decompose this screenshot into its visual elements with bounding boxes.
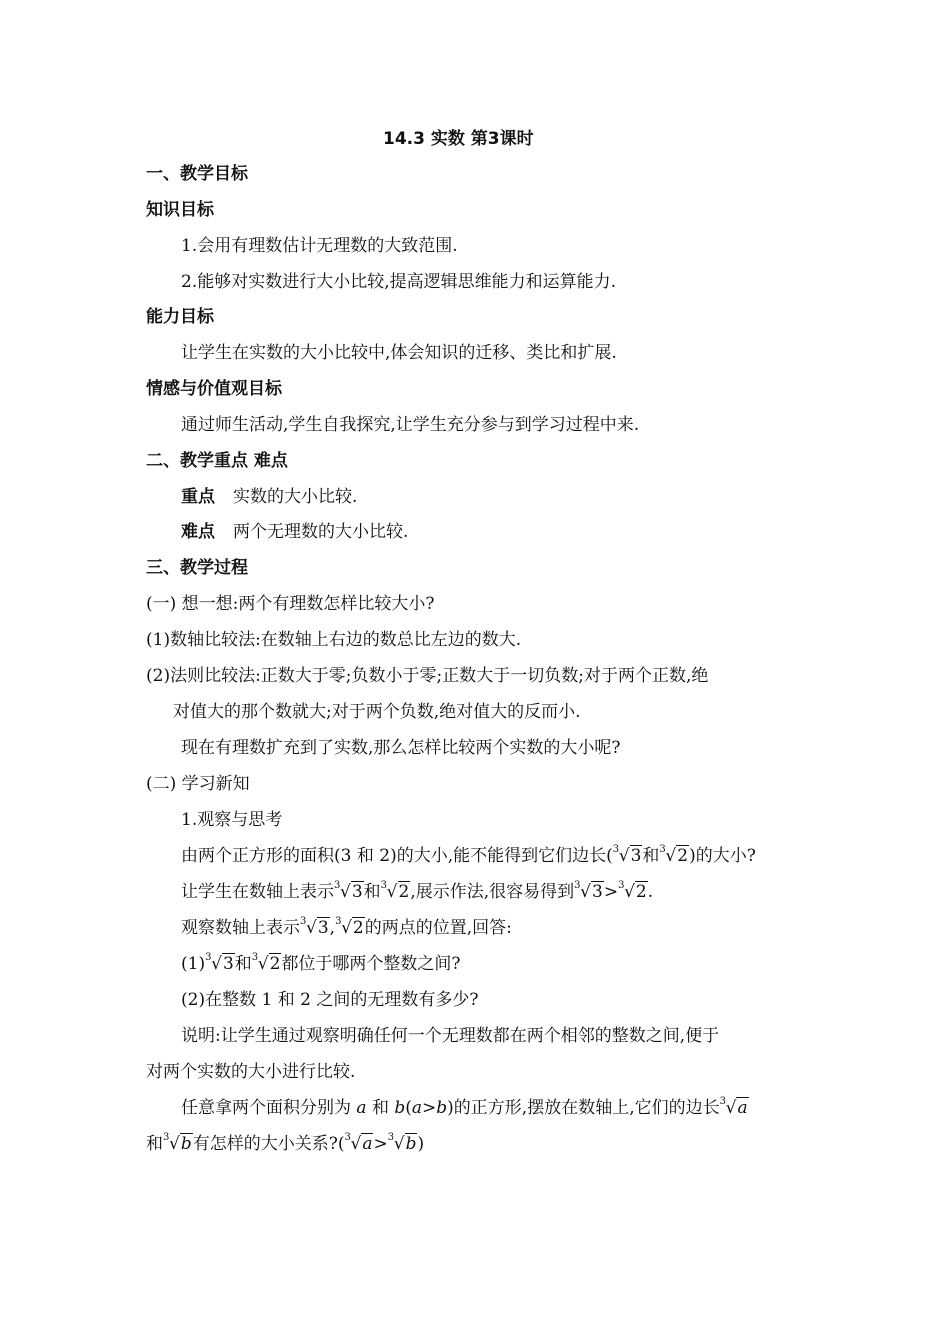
key-point-label: 重点 [181, 487, 215, 507]
text-fragment: 和 [363, 882, 381, 902]
text-fragment: )的大小? [689, 846, 756, 866]
text-fragment: > [373, 1134, 388, 1154]
text-fragment: 有怎样的大小关系?( [192, 1134, 345, 1154]
part1-item-b-line2: 对值大的那个数就大;对于两个负数,绝对值大的反而小. [173, 702, 581, 722]
key-point-text: 实数的大小比较. [233, 487, 358, 507]
cube-root-2: 3 √2 [618, 880, 647, 902]
section-heading-objectives: 一、教学目标 [146, 164, 248, 184]
cube-root-a: 3 √a [719, 1096, 748, 1118]
text-fragment: 由两个正方形的面积(3 和 2)的大小,能不能得到它们边长( [181, 846, 613, 866]
cube-root-b: 3 √b [387, 1132, 417, 1154]
text-fragment: 和 [366, 1098, 395, 1118]
knowledge-item-1: 1.会用有理数估计无理数的大致范围. [181, 236, 458, 256]
text-fragment: 让学生在数轴上表示 [181, 882, 334, 902]
emotion-item-1: 通过师生活动,学生自我探究,让学生充分参与到学习过程中来. [181, 415, 640, 435]
subheading-emotion: 情感与价值观目标 [146, 379, 282, 399]
cube-root-3: 3 √3 [612, 844, 642, 866]
cube-root-3: 3 √3 [334, 880, 363, 902]
var-a: a [411, 1098, 423, 1118]
text-fragment: > [603, 882, 619, 902]
difficulty-line [181, 520, 408, 544]
question-2: (2)在整数 1 和 2 之间的无理数有多少? [181, 990, 479, 1010]
part2-heading: (二) 学习新知 [146, 774, 250, 794]
question-1 [181, 952, 461, 976]
cube-root-2: 3 √2 [335, 916, 364, 938]
cube-root-2: 3 √2 [380, 880, 410, 902]
ability-item-1: 让学生在实数的大小比较中,体会知识的迁移、类比和扩展. [181, 343, 617, 363]
text-fragment: 的两点的位置,回答: [364, 918, 512, 938]
task-line-1 [181, 1096, 749, 1120]
cube-root-2: 3 √2 [251, 952, 281, 974]
text-fragment: 和 [642, 846, 660, 866]
part1-heading: (一) 想一想:两个有理数怎样比较大小? [146, 594, 435, 614]
part1-conclusion: 现在有理数扩充到了实数,那么怎样比较两个实数的大小呢? [181, 738, 621, 758]
text-fragment: ,展示作法,很容易得到 [410, 882, 575, 902]
part1-item-a: (1)数轴比较法:在数轴上右边的数总比左边的数大. [146, 630, 522, 650]
note-line-1: 说明:让学生通过观察明确任何一个无理数都在两个相邻的整数之间,便于 [181, 1026, 720, 1046]
text-fragment: ( [405, 1098, 412, 1118]
cube-root-a: 3 √a [344, 1132, 373, 1154]
section-heading-keypoints: 二、教学重点 难点 [146, 451, 288, 471]
cube-root-2: 3 √2 [659, 844, 689, 866]
subheading-ability: 能力目标 [146, 307, 214, 327]
var-a: a [356, 1098, 367, 1118]
text-fragment: 任意拿两个面积分别为 [181, 1098, 357, 1118]
text-fragment: 都位于哪两个整数之间? [281, 954, 461, 974]
text-fragment: )的正方形,摆放在数轴上,它们的边长 [447, 1098, 720, 1118]
observe-heading: 1.观察与思考 [181, 810, 283, 830]
subheading-knowledge: 知识目标 [146, 200, 214, 220]
difficulty-text: 两个无理数的大小比较. [233, 522, 409, 542]
cube-root-3: 3 √3 [205, 952, 234, 974]
text-fragment: ) [417, 1134, 425, 1154]
var-b: b [436, 1098, 448, 1118]
document-title: 14.3 实数 第3课时 [383, 129, 534, 149]
text-fragment: , [329, 918, 336, 938]
text-fragment: 和 [234, 954, 252, 974]
observe-line-2 [181, 880, 653, 904]
cube-root-3: 3 √3 [300, 916, 329, 938]
cube-root-3: 3 √3 [574, 880, 603, 902]
note-line-2: 对两个实数的大小进行比较. [146, 1062, 356, 1082]
task-line-2 [146, 1132, 424, 1156]
difficulty-label: 难点 [181, 522, 215, 542]
section-heading-process: 三、教学过程 [146, 558, 248, 578]
cube-root-b: 3 √b [163, 1132, 192, 1154]
text-fragment: > [422, 1098, 437, 1118]
text-fragment: (1) [181, 954, 206, 974]
text-fragment: 观察数轴上表示 [181, 918, 300, 938]
observe-line-3 [181, 916, 512, 940]
observe-line-1 [181, 844, 756, 868]
var-b: b [394, 1098, 406, 1118]
knowledge-item-2: 2.能够对实数进行大小比较,提高逻辑思维能力和运算能力. [181, 272, 617, 292]
text-fragment: . [647, 882, 654, 902]
text-fragment: 和 [146, 1134, 163, 1154]
key-point-line [181, 485, 357, 509]
part1-item-b-line1: (2)法则比较法:正数大于零;负数小于零;正数大于一切负数;对于两个正数,绝 [146, 666, 709, 686]
